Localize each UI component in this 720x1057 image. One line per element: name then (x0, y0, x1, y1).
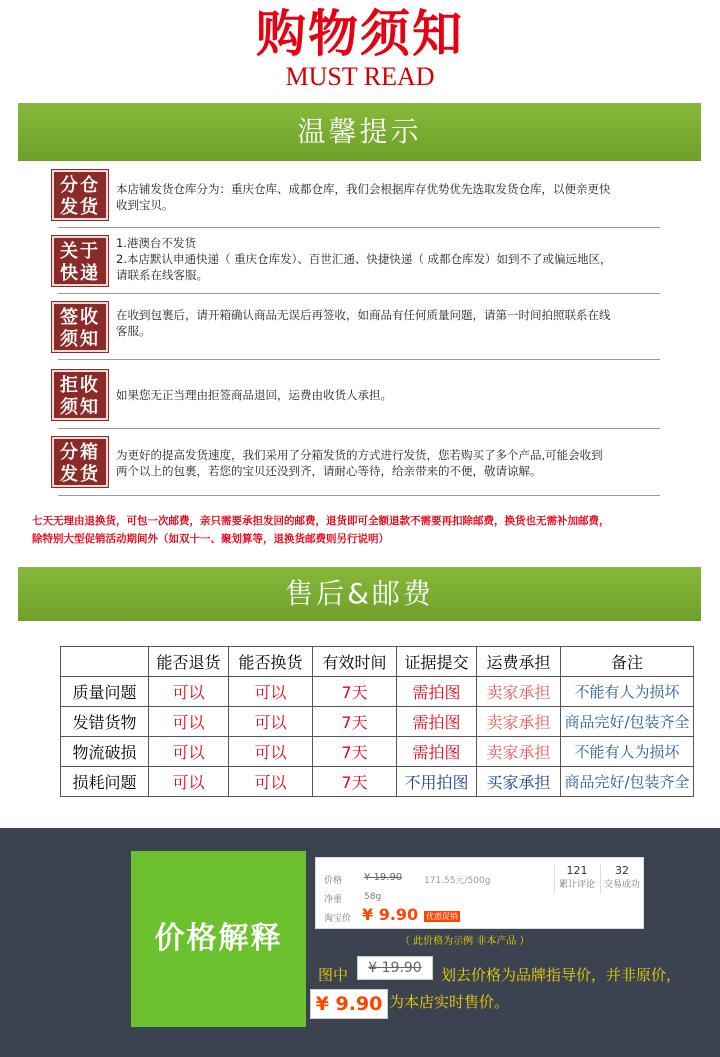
table-cell: 不能有人为损坏 (561, 737, 694, 767)
table-cell: 卖家承担 (477, 737, 561, 767)
sample-divider (600, 864, 601, 894)
divider (58, 428, 660, 429)
table-cell: 发错货物 (61, 707, 149, 737)
explain-orig-text: 划去价格为品牌指导价，并非原价， (441, 966, 682, 984)
sample-taobao-price: ¥ 9.90 (362, 905, 419, 924)
divider (58, 293, 660, 294)
table-cell: 质量问题 (61, 677, 149, 707)
notice-badge: 拒收 须知 (52, 370, 108, 420)
notice-row (52, 302, 660, 354)
notice-badge: 签收 须知 (52, 302, 108, 352)
tips-banner: 温馨提示 (18, 103, 701, 161)
divider (58, 227, 660, 228)
table-row (61, 767, 694, 797)
sample-label-weight: 净重 (324, 895, 343, 905)
price-explain-title: 价格解释 (131, 851, 306, 1027)
sample-unit-price: 171.55元/500g (424, 876, 491, 886)
sample-note: （ 此价格为示例 非本产品 ） (400, 936, 530, 947)
table-cell: 可以 (229, 677, 313, 707)
page-title: 购物须知 (256, 5, 464, 63)
table-header (61, 647, 149, 677)
explain-orig-price-tag: ¥ 19.90 (357, 956, 433, 980)
table-cell: 可以 (149, 677, 229, 707)
notice-text: 在收到包裹后，请开箱确认商品无误后再签收，如商品有任何质量问题，请第一时间拍照联系在线 客服。 (116, 308, 611, 338)
table-cell: 可以 (229, 767, 313, 797)
notice-text: 本店铺发货仓库分为：重庆仓库、成都仓库，我们会根据库存优势优先选取发货仓库，以便亲更快 收到宝贝。 (116, 182, 611, 212)
sample-sold: 32 交易成功 (603, 864, 640, 890)
sample-reviews: 121 累计评论 (558, 864, 595, 890)
table-header: 运费承担 (477, 647, 561, 677)
table-cell: 需拍图 (397, 707, 477, 737)
page-subtitle: MUST READ (285, 62, 435, 91)
notice-row (52, 236, 660, 288)
table-header: 有效时间 (313, 647, 397, 677)
table-cell: 可以 (149, 737, 229, 767)
table-cell: 不用拍图 (397, 767, 477, 797)
after-sales-banner: 售后&邮费 (18, 567, 701, 621)
notice-text: 如果您无正当理由拒签商品退回，运费由收货人承担。 (116, 388, 392, 402)
table-cell: 7天 (313, 767, 397, 797)
table-row (61, 677, 694, 707)
notice-row (52, 370, 660, 422)
table-cell: 卖家承担 (477, 707, 561, 737)
notice-badge: 关于 快递 (52, 236, 108, 286)
table-cell: 可以 (149, 707, 229, 737)
table-header-row (61, 647, 694, 677)
table-header: 备注 (561, 647, 694, 677)
explain-sale-text: 为本店实时售价。 (389, 993, 510, 1011)
table-cell: 损耗问题 (61, 767, 149, 797)
sample-label-price: 价格 (324, 876, 343, 886)
explain-prefix: 图中 (318, 966, 349, 984)
table-cell: 7天 (313, 737, 397, 767)
price-sample-card (315, 857, 644, 929)
table-cell: 可以 (149, 767, 229, 797)
divider (58, 495, 660, 496)
table-cell: 7天 (313, 677, 397, 707)
after-sales-table (60, 646, 694, 797)
table-cell: 商品完好/包装齐全 (561, 707, 694, 737)
notice-text: 为更好的提高发货速度，我们采用了分箱发货的方式进行发货，您若购买了多个产品,可能会收到 两个以上的包裹，若您的宝贝还没到齐，请耐心等待，给亲带来的不便，敬请谅解。 (116, 448, 603, 478)
table-cell: 可以 (229, 707, 313, 737)
table-cell: 不能有人为损坏 (561, 677, 694, 707)
table-row (61, 737, 694, 767)
table-cell: 卖家承担 (477, 677, 561, 707)
table-cell: 商品完好/包装齐全 (561, 767, 694, 797)
table-cell: 物流破损 (61, 737, 149, 767)
sample-divider (554, 864, 555, 894)
table-header: 能否换货 (229, 647, 313, 677)
table-row (61, 707, 694, 737)
notice-row (52, 437, 660, 489)
return-policy-note: 七天无理由退换货，可包一次邮费，亲只需要承担发回的邮费，退货即可全额退款不需要再扣除邮费，换货也无需补加邮费， 除特别大型促销活动期间外（如双十一、聚划算等，退换货邮费则另行说明） (32, 515, 610, 545)
sample-label-taobao: 淘宝价 (324, 914, 352, 924)
table-header: 能否退货 (149, 647, 229, 677)
notice-badge: 分箱 发货 (52, 437, 108, 487)
notice-row (52, 170, 660, 222)
sample-promo-tag: 优惠促销 (426, 912, 458, 921)
table-cell: 7天 (313, 707, 397, 737)
notice-badge: 分仓 发货 (52, 170, 108, 220)
table-cell: 可以 (229, 737, 313, 767)
divider (58, 359, 660, 360)
table-cell: 需拍图 (397, 737, 477, 767)
table-header: 证据提交 (397, 647, 477, 677)
notice-text: 1.港澳台不发货 2.本店默认申通快递（ 重庆仓库发）、百世汇通、快捷快递（ 成都仓库发）如到不了或偏远地区， 请联系在线客服。 (116, 236, 612, 282)
table-cell: 买家承担 (477, 767, 561, 797)
explain-sale-price-tag: ¥ 9.90 (310, 989, 388, 1019)
sample-weight: 58g (364, 892, 382, 902)
sample-orig-price: ¥ 19.90 (364, 872, 403, 883)
table-cell: 需拍图 (397, 677, 477, 707)
